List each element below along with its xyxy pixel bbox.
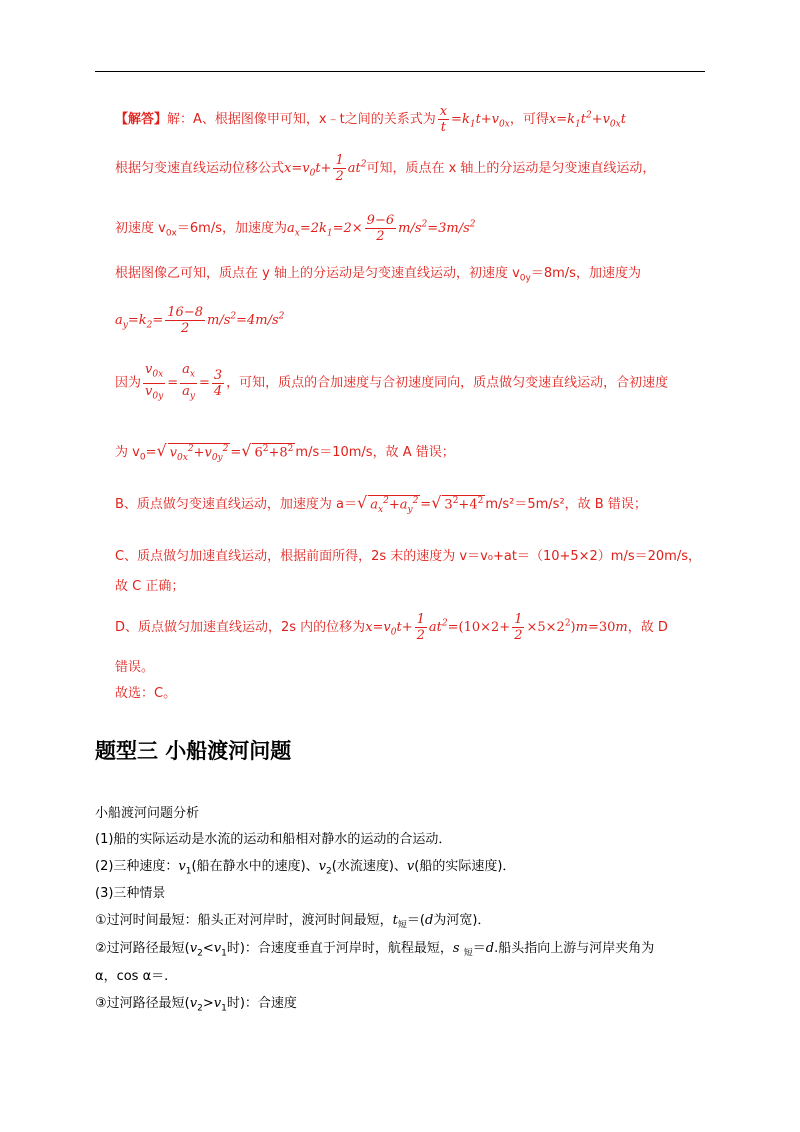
point-2: (2)三种速度：$v_1$(船在静水中的速度)、$v_2$(水流速度)、v(船的实际速度)． <box>95 859 516 877</box>
solution-line-5: $a_y=k_2=$ $\frac{16-8}{2}$ $m/s^2=4m/s^2$ <box>115 305 285 336</box>
solution-line-8: B、质点做匀变速直线运动，加速度为 a＝√ $a_x^2+a_y^2$ =√ $3^2+4^2$ m/s²＝5m/s²，故 B 错误； <box>115 493 647 515</box>
solution-line-6: 因为 $\frac{v_{0x}}{v_{0y}}$ = $\frac{a_x}{a_y}$ = $\frac{3}{4}$ ，可知，质点的合加速度与合初速度同向，质点做匀变速直线运动，合初速度 <box>115 362 669 402</box>
solution-line-9: C、质点做匀加速直线运动，根据前面所得，2s 末的速度为 v＝v₀+at＝（10+5×2）m/s＝20m/s， <box>115 549 701 564</box>
solution-line-4: 根据图像乙可知，质点在 y 轴上的分运动是匀变速直线运动，初速度 $v_{0y}=8m/s$，加速度为 <box>115 266 641 284</box>
answer-tag: 【解答】 <box>115 112 168 127</box>
solution-line-1: 【解答】解：A、根据图像甲可知，x﹣t之间的关系式为 $\frac{x}{t}$ $=k_1t+v_{0x}$，可得$x=k_1t^2+v_{0x}t$ <box>115 104 626 135</box>
solution-line-3: 初速度 $v_{0x}=6m/s$，加速度为$a_x=2k_1=2\times$ $\frac{9-6}{2}$ $m/s^2=3m/s^2$ <box>115 213 476 244</box>
solution-line-7: 为 $v_0=√$ $v_{0x}^2+v_{0y}^2$ =√ $6^2+8^2$ m/s＝10m/s，故 A 错误； <box>115 441 455 463</box>
formula-x-kt2: $x=k_1t^2+v_{0x}t$ <box>548 110 626 130</box>
case-3: ③过河路径最短($v_2>v_1$时)：合速度 <box>95 996 297 1014</box>
header-rule <box>95 71 705 72</box>
section-title: 题型三 小船渡河问题 <box>95 739 292 763</box>
case-2-cont: α，cos α＝. <box>95 969 169 984</box>
solution-line-12: 错误。 <box>115 660 155 675</box>
solution-line-10: 故 C 正确； <box>115 579 185 594</box>
formula-x-over-t: $\frac{x}{t}$ <box>439 104 448 135</box>
case-1: ①过河时间最短：船头正对河岸时，渡河时间最短，$t_短=(d$为河宽)． <box>95 913 491 931</box>
section-intro: 小船渡河问题分析 <box>95 806 200 821</box>
solution-line-13: 故选：C。 <box>115 686 177 701</box>
case-2: ②过河路径最短($v_2<v_1$时)：合速度垂直于河岸时，航程最短，s $_短$＝d.船头指向上游与河岸夹角为 <box>95 941 655 959</box>
point-3: (3)三种情景 <box>95 886 166 901</box>
solution-line-2: 根据匀变速直线运动位移公式$x=v_0t+$ $\frac{1}{2}$ $at^2$可知，质点在 x 轴上的分运动是匀变速直线运动， <box>115 153 656 184</box>
point-1: (1)船的实际运动是水流的运动和船相对静水的运动的合运动． <box>95 832 452 847</box>
solution-line-11: D、质点做匀加速直线运动，2s 内的位移为$x=v_0t+$ $\frac{1}{2}$ $at^2=(10\times 2+$ $\frac{1}{2}$ $\times 5\times 2^2)m=30m$，故 D <box>115 612 668 643</box>
